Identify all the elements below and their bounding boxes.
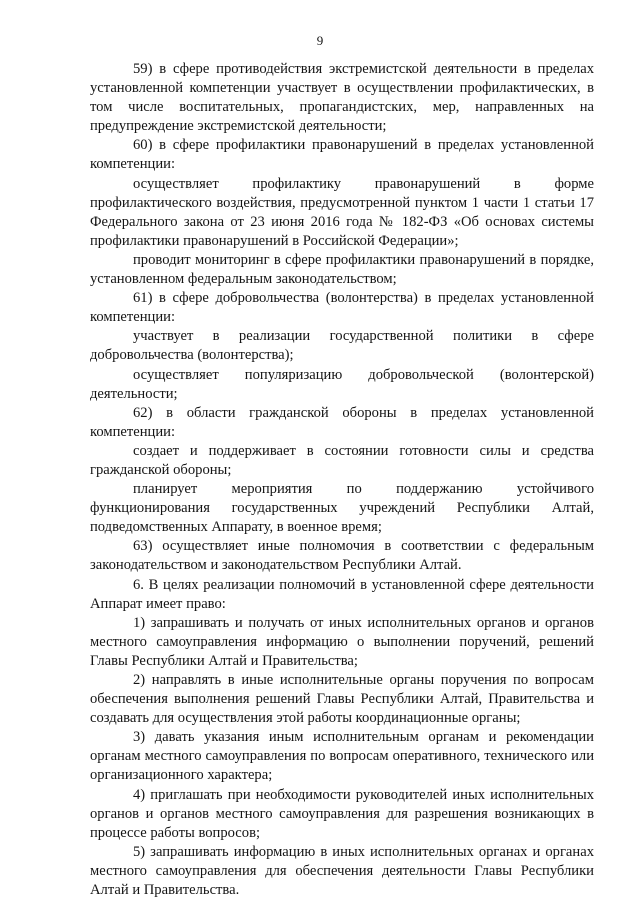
paragraph-right-1: 1) запрашивать и получать от иных исполнительных органов и органов местного самоуправления информацию о выполнении поручений, решений Главы Республики Алтай и Правительства; [90, 614, 594, 669]
paragraph-right-2: 2) направлять в иные исполнительные органы поручения по вопросам обеспечения выполнения решений Главы Республики Алтай, Правительства и создавать для осуществления этой работы координационные органы; [90, 672, 594, 727]
paragraph-subitem: создает и поддерживает в состоянии готовности силы и средства гражданской обороны; [90, 442, 594, 478]
paragraph-section-6: 6. В целях реализации полномочий в установленной сфере деятельности Аппарат имеет право: [90, 576, 594, 612]
paragraph-subitem: планирует мероприятия по поддержанию устойчивого функционирования государственных учреждений Республики Алтай, подведомственных Аппарату, в военное время; [90, 481, 594, 536]
paragraph-item-61: 61) в сфере добровольчества (волонтерства) в пределах установленной компетенции: [90, 290, 594, 326]
document-body [90, 60, 594, 900]
paragraph-right-4: 4) приглашать при необходимости руководителей иных исполнительных органов и органов местного самоуправления для разрешения возникающих в процессе работы вопросов; [90, 786, 594, 841]
paragraph-item-60: 60) в сфере профилактики правонарушений в пределах установленной компетенции: [90, 137, 594, 173]
page-number: 9 [316, 33, 324, 48]
paragraph-item-63: 63) осуществляет иные полномочия в соответствии с федеральным законодательством и законодательством Республики Алтай. [90, 538, 594, 574]
paragraph-item-59: 59) в сфере противодействия экстремистской деятельности в пределах установленной компетенции участвует в осуществлении профилактических, в том числе воспитательных, пропагандистских, мер, направленных на предупреждение экстремистской деятельности; [90, 61, 594, 135]
paragraph-subitem: осуществляет популяризацию добровольческой (волонтерской) деятельности; [90, 366, 594, 402]
paragraph-right-3: 3) давать указания иным исполнительным органам и рекомендации органам местного самоуправления по вопросам оперативного, технического или организационного характера; [90, 729, 594, 784]
paragraph-subitem: проводит мониторинг в сфере профилактики правонарушений в порядке, установленном федеральным законодательством; [90, 251, 594, 288]
paragraph-right-5: 5) запрашивать информацию в иных исполнительных органах и органах местного самоуправления для обеспечения деятельности Главы Республики Алтай и Правительства. [90, 843, 594, 899]
paragraph-subitem: осуществляет профилактику правонарушений в форме профилактического воздействия, предусмотренной пунктом 1 части 1 статьи 17 Федерального закона от 23 июня 2016 года № 182-ФЗ «Об основах системы профилактики правонарушений в Российской Федерации»; [90, 175, 594, 249]
paragraph-item-62: 62) в области гражданской обороны в пределах установленной компетенции: [90, 404, 594, 440]
paragraph-subitem: участвует в реализации государственной политики в сфере добровольчества (волонтерства); [90, 328, 594, 364]
